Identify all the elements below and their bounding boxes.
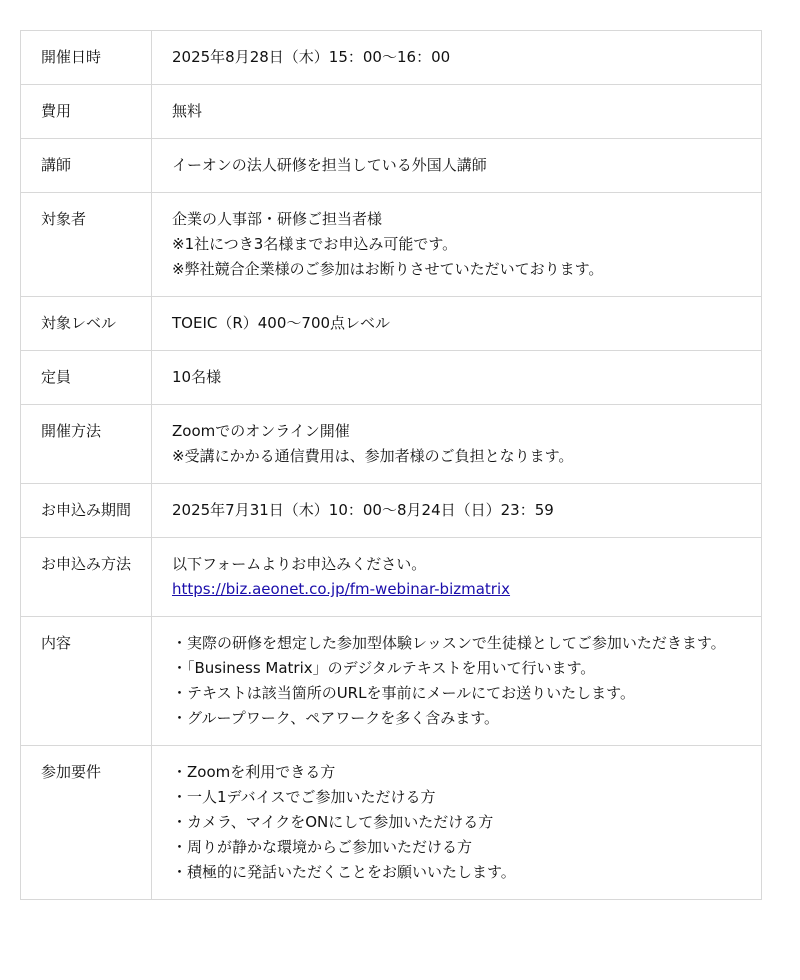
row-label: 定員	[21, 351, 152, 405]
event-info-table	[20, 30, 762, 900]
value-line: Zoomでのオンライン開催	[172, 422, 350, 440]
row-value	[152, 617, 762, 746]
row-value	[152, 484, 762, 538]
row-value	[152, 31, 762, 85]
table-row	[21, 193, 762, 297]
value-line: ※1社につき3名様までお申込み可能です。	[172, 235, 458, 253]
value-line: ※弊社競合企業様のご参加はお断りさせていただいております。	[172, 260, 604, 278]
row-label: 講師	[21, 139, 152, 193]
value-line: 2025年7月31日（木）10：00〜8月24日（日）23：59	[172, 501, 554, 519]
value-line: 2025年8月28日（木）15：00〜16：00	[172, 48, 451, 66]
value-line: ・「Business Matrix」のデジタルテキストを用いて行います。	[172, 659, 596, 677]
table-row	[21, 297, 762, 351]
value-line: ・周りが静かな環境からご参加いただける方	[172, 838, 473, 856]
row-value	[152, 746, 762, 900]
application-form-link[interactable]: https://biz.aeonet.co.jp/fm-webinar-bizmatrix	[172, 580, 511, 598]
value-line: 企業の人事部・研修ご担当者様	[172, 210, 383, 228]
table-row	[21, 746, 762, 900]
value-line: 10名様	[172, 368, 222, 386]
table-row	[21, 351, 762, 405]
row-label: 開催方法	[21, 405, 152, 484]
row-value	[152, 193, 762, 297]
row-label: 内容	[21, 617, 152, 746]
table-row	[21, 617, 762, 746]
table-row	[21, 85, 762, 139]
row-value	[152, 351, 762, 405]
row-label: 費用	[21, 85, 152, 139]
row-value	[152, 538, 762, 617]
table-row	[21, 405, 762, 484]
row-value	[152, 297, 762, 351]
row-label: お申込み方法	[21, 538, 152, 617]
row-value	[152, 139, 762, 193]
row-value	[152, 405, 762, 484]
table-row	[21, 484, 762, 538]
value-line: ・一人1デバイスでご参加いただける方	[172, 788, 436, 806]
value-line: ・Zoomを利用できる方	[172, 763, 336, 781]
table-row	[21, 31, 762, 85]
value-line: ・テキストは該当箇所のURLを事前にメールにてお送りいたします。	[172, 684, 635, 702]
value-line: 無料	[172, 102, 203, 120]
row-label: 参加要件	[21, 746, 152, 900]
table-row	[21, 538, 762, 617]
value-line: ・カメラ、マイクをONにして参加いただける方	[172, 813, 494, 831]
value-line: TOEIC（R）400〜700点レベル	[172, 314, 391, 332]
table-row	[21, 139, 762, 193]
row-label: お申込み期間	[21, 484, 152, 538]
value-line: ※受講にかかる通信費用は、参加者様のご負担となります。	[172, 447, 574, 465]
value-line: ・積極的に発話いただくことをお願いいたします。	[172, 863, 516, 881]
value-line: ・実際の研修を想定した参加型体験レッスンで生徒様としてご参加いただきます。	[172, 634, 726, 652]
value-line: 以下フォームよりお申込みください。	[172, 555, 427, 573]
value-line: ・グループワーク、ペアワークを多く含みます。	[172, 709, 500, 727]
value-line: イーオンの法人研修を担当している外国人講師	[172, 156, 487, 174]
row-value	[152, 85, 762, 139]
row-label: 対象者	[21, 193, 152, 297]
row-label: 開催日時	[21, 31, 152, 85]
row-label: 対象レベル	[21, 297, 152, 351]
